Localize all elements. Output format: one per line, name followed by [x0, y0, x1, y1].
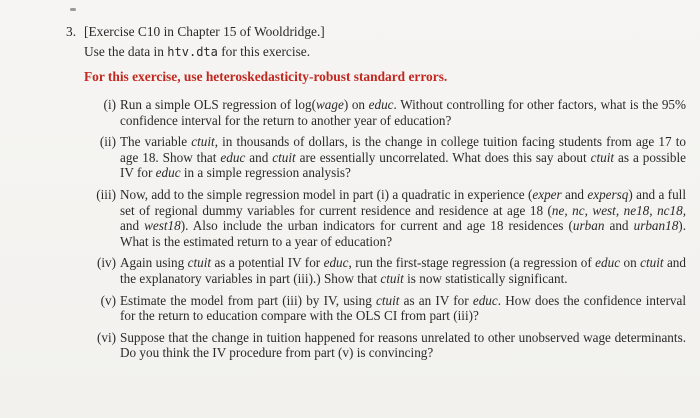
- variable-name: ctuit: [640, 255, 664, 271]
- intro-text-pre: Use the data in: [84, 44, 168, 59]
- question-text: [120, 255, 686, 286]
- text-run: Now, add to the simple regression model in part (i) a quadratic in experience (: [120, 186, 533, 202]
- text-run: . How does the confidence interval for the return to education compare with the OLS CI from part (iii)?: [120, 292, 687, 324]
- intro-text-post: for this exercise.: [217, 44, 311, 59]
- variable-name: exper: [532, 186, 562, 202]
- question-text: [120, 293, 686, 324]
- question-text: [120, 187, 686, 249]
- text-run: and the explanatory variables in part (iii).) Show that: [120, 255, 686, 286]
- variable-name: ctuit: [191, 134, 215, 150]
- robust-se-instruction: For this exercise, use heteroskedasticity-robust standard errors.: [84, 69, 448, 84]
- variable-name: educ: [155, 165, 181, 181]
- text-run: and: [604, 218, 634, 234]
- text-run: and: [245, 149, 273, 165]
- scan-mark: [70, 8, 76, 11]
- variable-name: educ: [368, 97, 394, 112]
- text-run: Suppose that the change in tuition happened for reasons unrelated to other unobserved wage determinants. Do you think the IV procedure from part (v) is convincing?: [120, 329, 686, 361]
- variable-name: ctuit: [590, 149, 615, 165]
- text-run: , run the first-stage regression (a regression of: [348, 255, 596, 271]
- text-run: and: [561, 186, 588, 202]
- text-run: . Without controlling for other factors, what is the 95% confidence interval for the return to another year of education?: [120, 97, 686, 128]
- exercise-intro: [84, 44, 310, 60]
- text-run: ) and a full set of regional dummy variables for current residence and residence at age 18 (: [120, 186, 686, 218]
- text-run: as a possible IV for: [120, 149, 686, 181]
- question-label: (iv): [96, 255, 116, 271]
- text-run: as a potential IV for: [211, 255, 324, 271]
- variable-name: west18: [144, 218, 181, 234]
- text-run: is now statistically significant.: [403, 270, 568, 286]
- exercise-title: [Exercise C10 in Chapter 15 of Wooldridge.]: [84, 24, 325, 39]
- text-run: Run a simple OLS regression of log(: [120, 97, 316, 112]
- variable-name: ctuit: [380, 270, 404, 286]
- data-file-name: htv.dta: [167, 45, 218, 59]
- text-run: Again using: [120, 255, 188, 271]
- question-text: [120, 97, 686, 128]
- text-run: ) on: [343, 97, 369, 112]
- text-run: ). What is the estimated return to a year of education?: [120, 218, 686, 249]
- text-run: in a simple regression analysis?: [180, 165, 351, 181]
- question-item-v: [88, 293, 686, 324]
- variable-name: educ: [220, 149, 246, 165]
- question-text: [120, 330, 686, 361]
- question-label: (iii): [96, 186, 116, 202]
- question-label: (vi): [96, 329, 116, 345]
- question-list: [88, 97, 686, 367]
- variable-name: educ: [595, 255, 621, 271]
- question-item-i: [88, 97, 686, 128]
- text-run: on: [620, 255, 641, 271]
- text-run: , in thousands of dollars, is the change in college tuition facing students from age 17 to age 18. Show that: [120, 134, 686, 165]
- question-label: (i): [103, 97, 116, 112]
- text-run: The variable: [120, 134, 192, 150]
- variable-name: urban18: [633, 218, 679, 234]
- question-label: (ii): [99, 134, 116, 150]
- question-item-iii: [88, 187, 686, 249]
- variable-name: educ: [472, 292, 498, 308]
- text-run: and: [120, 218, 145, 234]
- question-text: [120, 134, 686, 181]
- exercise-number: 3.: [66, 24, 77, 39]
- variable-name: ne, nc, west, ne18, nc18,: [551, 202, 686, 218]
- variable-name: wage: [316, 97, 344, 112]
- variable-name: educ: [323, 255, 349, 271]
- question-label: (v): [100, 292, 116, 308]
- variable-name: ctuit: [376, 292, 400, 308]
- variable-name: urban: [572, 218, 605, 234]
- question-item-iv: [88, 255, 686, 286]
- text-run: Estimate the model from part (iii) by IV, using: [120, 292, 377, 308]
- variable-name: ctuit: [187, 255, 212, 271]
- variable-name: ctuit: [272, 149, 296, 165]
- text-run: ). Also include the urban indicators for current and age 18 residences (: [180, 218, 573, 234]
- question-item-vi: [88, 330, 686, 361]
- text-run: are essentially uncorrelated. What does this say about: [295, 149, 591, 165]
- question-item-ii: [88, 134, 686, 181]
- text-run: as an IV for: [399, 292, 473, 308]
- variable-name: expersq: [587, 186, 629, 202]
